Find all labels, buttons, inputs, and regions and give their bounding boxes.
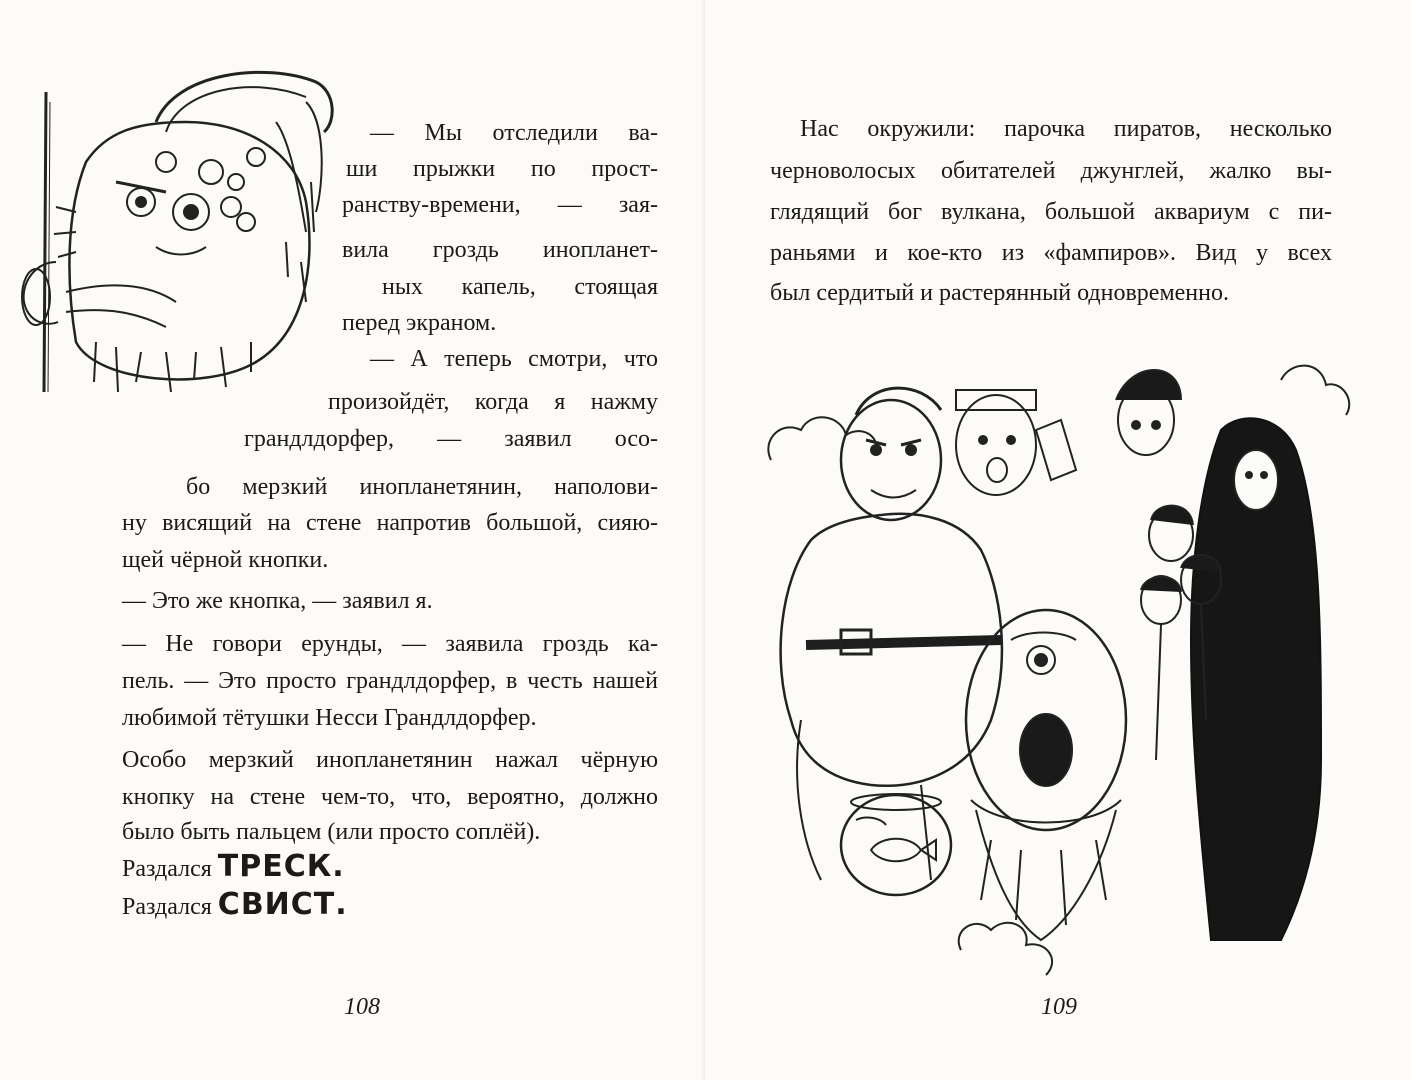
text-line: черноволосых обитателей джунглей, жалко вы- bbox=[770, 158, 1332, 184]
text-line: — Мы отследили ва- bbox=[370, 120, 658, 146]
text-line: — А теперь смотри, что bbox=[370, 346, 658, 372]
text-line: перед экраном. bbox=[342, 310, 497, 336]
whistle-word: СВИСТ bbox=[217, 887, 336, 922]
text-line: вила гроздь инопланет- bbox=[342, 237, 658, 263]
text-line: кнопку на стене чем-то, что, вероятно, должно bbox=[122, 784, 658, 810]
text-line: раньями и кое-кто из «фампиров». Вид у всех bbox=[770, 240, 1332, 266]
text-line: — Это же кнопка, — заявил я. bbox=[122, 588, 433, 614]
page-number-right: 109 bbox=[1041, 994, 1077, 1020]
text-line: был сердитый и растерянный одновременно. bbox=[770, 280, 1229, 306]
whistle-end: . bbox=[335, 887, 348, 922]
text-line: — Не говори ерунды, — заявила гроздь ка- bbox=[122, 631, 658, 657]
text-line: Особо мерзкий инопланетянин нажал чёрную bbox=[122, 747, 658, 773]
text-line: щей чёрной кнопки. bbox=[122, 547, 329, 573]
crowd-illustration bbox=[761, 340, 1361, 1000]
text-line: ши прыжки по прост- bbox=[346, 156, 658, 182]
text-line: ных капель, стоящая bbox=[382, 274, 658, 300]
alien-blob-illustration bbox=[6, 62, 356, 402]
right-page bbox=[705, 0, 1411, 1080]
crack-prefix: Раздался bbox=[122, 856, 212, 882]
text-line: грандлдорфер, — заявил осо- bbox=[244, 426, 658, 452]
crack-word: ТРЕСК bbox=[217, 849, 333, 884]
text-line: пель. — Это просто грандлдорфер, в честь нашей bbox=[122, 668, 658, 694]
text-line: произойдёт, когда я нажму bbox=[328, 389, 658, 415]
page-number-left: 108 bbox=[344, 994, 380, 1020]
left-page bbox=[0, 0, 705, 1080]
text-line: бо мерзкий инопланетянин, наполови- bbox=[186, 474, 658, 500]
text-line: ну висящий на стене напротив большой, сияю- bbox=[122, 510, 658, 536]
text-line: Нас окружили: парочка пиратов, несколько bbox=[800, 116, 1332, 142]
text-line: любимой тётушки Несси Грандлдорфер. bbox=[122, 705, 537, 731]
crack-end: . bbox=[332, 849, 345, 884]
text-line: ранству-времени, — зая- bbox=[342, 192, 658, 218]
crack-line bbox=[122, 850, 345, 886]
text-line: было быть пальцем (или просто соплёй). bbox=[122, 819, 541, 845]
whistle-prefix: Раздался bbox=[122, 894, 212, 920]
text-line: глядящий бог вулкана, большой аквариум с пи- bbox=[770, 199, 1332, 225]
whistle-line bbox=[122, 888, 348, 924]
